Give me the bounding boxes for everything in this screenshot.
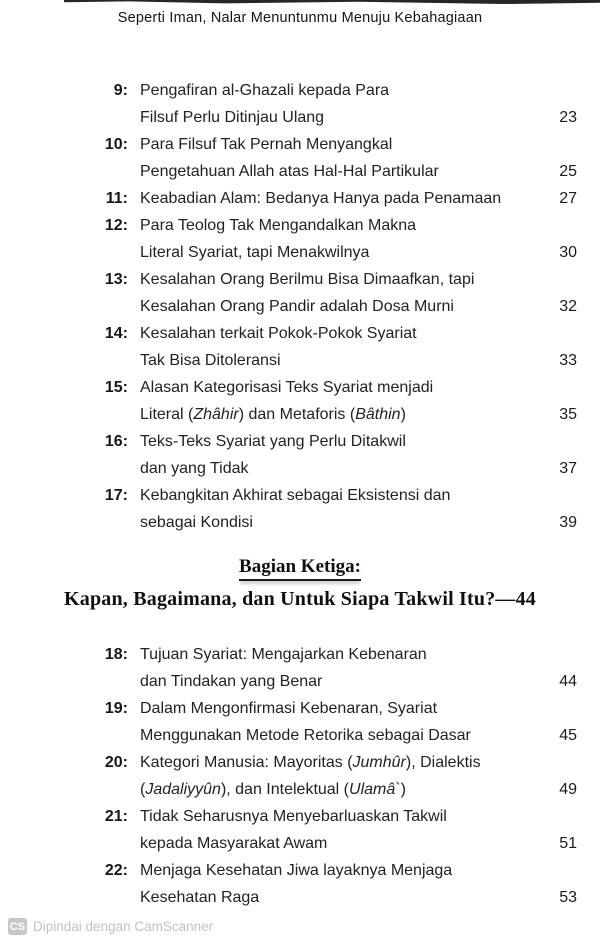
- toc-entry-number: 14:: [104, 325, 128, 342]
- toc-entry-title: Tujuan Syariat: Mengajarkan Kebenaran: [140, 646, 427, 663]
- toc-entry-number: [88, 293, 128, 320]
- toc-entry-page: [533, 857, 577, 884]
- toc-entry-title: Kesalahan Orang Pandir adalah Dosa Murni: [140, 298, 454, 315]
- toc-entry-9-line-2: [88, 104, 577, 131]
- toc-entry-number: 16:: [104, 433, 128, 450]
- camscanner-text: Dipindai dengan CamScanner: [33, 919, 214, 934]
- toc-entry-page: 33: [559, 352, 577, 369]
- toc-entry-17-line-1: [88, 482, 577, 509]
- toc-entry-13-line-2: [88, 293, 577, 320]
- toc-entry-number: 21:: [104, 808, 128, 825]
- scan-edge-artifact: [64, 0, 600, 4]
- section-title: Bagian Ketiga:: [239, 556, 361, 581]
- toc-entry-title: Para Teolog Tak Mengandalkan Makna: [140, 217, 417, 234]
- toc-entry-title: kepada Masyarakat Awam: [140, 835, 328, 852]
- toc-entry-number: [88, 830, 128, 857]
- toc-entry-16-line-2: [88, 455, 577, 482]
- toc-entry-22-line-1: [88, 857, 577, 884]
- toc-entry-12-line-1: [88, 212, 577, 239]
- toc-entry-title: Para Filsuf Tak Pernah Menyangkal: [140, 136, 393, 153]
- toc-entry-21-line-1: [88, 803, 577, 830]
- toc-entry-title: Literal (Zhâhir) dan Metaforis (Bâthin): [140, 406, 406, 423]
- toc-entry-number: [88, 455, 128, 482]
- toc-entry-14-line-1: [88, 320, 577, 347]
- toc-entry-title: Menggunakan Metode Retorika sebagai Dasar: [140, 727, 471, 744]
- toc-entry-title: Kebangkitan Akhirat sebagai Eksistensi dan: [140, 487, 451, 504]
- camscanner-watermark: [8, 918, 213, 935]
- camscanner-icon: CS: [8, 918, 27, 935]
- toc-entry-page: 39: [559, 514, 577, 531]
- toc-entry-page: 35: [559, 406, 577, 423]
- toc-entry-page: [533, 266, 577, 293]
- toc-entry-page: 37: [559, 460, 577, 477]
- toc-entry-page: 51: [559, 835, 577, 852]
- toc-entry-title: Literal Syariat, tapi Menakwilnya: [140, 244, 370, 261]
- toc-entry-18-line-1: [88, 641, 577, 668]
- toc-entry-number: [88, 884, 128, 911]
- toc-entry-number: [88, 239, 128, 266]
- toc-entry-title: Keabadian Alam: Bedanya Hanya pada Penamaan: [140, 190, 502, 207]
- toc-entry-page: 49: [559, 781, 577, 798]
- toc-entry-22-line-2: [88, 884, 577, 911]
- toc-entry-page: 44: [559, 673, 577, 690]
- section-break: [0, 556, 600, 611]
- toc-entry-title: Pengetahuan Allah atas Hal-Hal Partikular: [140, 163, 439, 180]
- running-header: Seperti Iman, Nalar Menuntunmu Menuju Kebahagiaan: [117, 10, 483, 26]
- toc-entry-number: 9:: [113, 82, 128, 99]
- toc-entry-title: Kesalahan Orang Berilmu Bisa Dimaafkan, tapi: [140, 271, 475, 288]
- toc-entry-13-line-1: [88, 266, 577, 293]
- toc-entry-number: 18:: [104, 646, 128, 663]
- toc-entry-9-line-1: [88, 77, 577, 104]
- toc-entry-page: [533, 131, 577, 158]
- toc-entry-number: [88, 104, 128, 131]
- toc-entry-title: Alasan Kategorisasi Teks Syariat menjadi: [140, 379, 434, 396]
- toc-entry-title: dan Tindakan yang Benar: [140, 673, 323, 690]
- toc-entry-title: Kesehatan Raga: [140, 889, 260, 906]
- toc-entry-number: 15:: [104, 379, 128, 396]
- toc-entry-15-line-2: [88, 401, 577, 428]
- toc-entry-page: [533, 641, 577, 668]
- toc-entry-page: [533, 212, 577, 239]
- toc-entry-page: [533, 77, 577, 104]
- toc-entry-10-line-2: [88, 158, 577, 185]
- toc-entry-number: 12:: [104, 217, 128, 234]
- toc-entry-page: 23: [559, 109, 577, 126]
- toc-entry-21-line-2: [88, 830, 577, 857]
- toc-entry-number: [88, 722, 128, 749]
- toc-entry-page: [533, 320, 577, 347]
- toc-entry-page: 25: [559, 163, 577, 180]
- toc-entry-page: [533, 803, 577, 830]
- toc-entry-number: [88, 347, 128, 374]
- toc-entry-title: Pengafiran al-Ghazali kepada Para: [140, 82, 390, 99]
- toc-entry-title: Filsuf Perlu Ditinjau Ulang: [140, 109, 325, 126]
- toc-entry-title: (Jadaliyyûn), dan Intelektual (Ulamâ`): [140, 781, 406, 798]
- toc-entry-number: 20:: [104, 754, 128, 771]
- toc-entry-18-line-2: [88, 668, 577, 695]
- toc-entry-number: [88, 158, 128, 185]
- toc-entry-number: [88, 509, 128, 536]
- toc-entry-page: 53: [559, 889, 577, 906]
- toc-entry-page: 32: [559, 298, 577, 315]
- toc-entry-page: 45: [559, 727, 577, 744]
- toc-entry-number: [88, 401, 128, 428]
- toc-entry-number: 13:: [104, 271, 128, 288]
- toc-entry-19-line-1: [88, 695, 577, 722]
- toc-entry-number: 22:: [104, 862, 128, 879]
- toc-group-2: [0, 641, 600, 911]
- toc-entry-page: [533, 749, 577, 776]
- section-subtitle: Kapan, Bagaimana, dan Untuk Siapa Takwil Itu?—44: [64, 588, 536, 610]
- toc-entry-page: 30: [559, 244, 577, 261]
- toc-entry-page: [533, 428, 577, 455]
- toc-entry-16-line-1: [88, 428, 577, 455]
- toc-entry-20-line-2: [88, 776, 577, 803]
- toc-entry-20-line-1: [88, 749, 577, 776]
- toc-entry-14-line-2: [88, 347, 577, 374]
- toc-entry-number: 10:: [104, 136, 128, 153]
- toc-entry-number: 11:: [105, 190, 128, 207]
- toc-entry-title: Kesalahan terkait Pokok-Pokok Syariat: [140, 325, 417, 342]
- toc-entry-19-line-2: [88, 722, 577, 749]
- toc-entry-title: Dalam Mengonfirmasi Kebenaran, Syariat: [140, 700, 438, 717]
- toc-entry-title: dan yang Tidak: [140, 460, 249, 477]
- toc-entry-title: Kategori Manusia: Mayoritas (Jumhûr), Dialektis: [140, 754, 481, 771]
- toc-entry-number: 17:: [104, 487, 128, 504]
- toc-entry-15-line-1: [88, 374, 577, 401]
- toc-entry-title: Teks-Teks Syariat yang Perlu Ditakwil: [140, 433, 406, 450]
- toc-entry-page: [533, 695, 577, 722]
- toc-entry-page: 27: [559, 190, 577, 207]
- toc-entry-title: Tak Bisa Ditoleransi: [140, 352, 281, 369]
- toc-entry-number: [88, 668, 128, 695]
- toc-entry-title: Tidak Seharusnya Menyebarluaskan Takwil: [140, 808, 447, 825]
- toc-entry-page: [533, 374, 577, 401]
- toc-entry-page: [533, 482, 577, 509]
- toc-group-1: [0, 77, 600, 536]
- toc-entry-12-line-2: [88, 239, 577, 266]
- toc-entry-number: 19:: [104, 700, 128, 717]
- toc-entry-10-line-1: [88, 131, 577, 158]
- toc-entry-number: [88, 776, 128, 803]
- toc-entry-title: sebagai Kondisi: [140, 514, 253, 531]
- toc-entry-17-line-2: [88, 509, 577, 536]
- toc-entry-11-line-1: [88, 185, 577, 212]
- toc-entry-title: Menjaga Kesehatan Jiwa layaknya Menjaga: [140, 862, 453, 879]
